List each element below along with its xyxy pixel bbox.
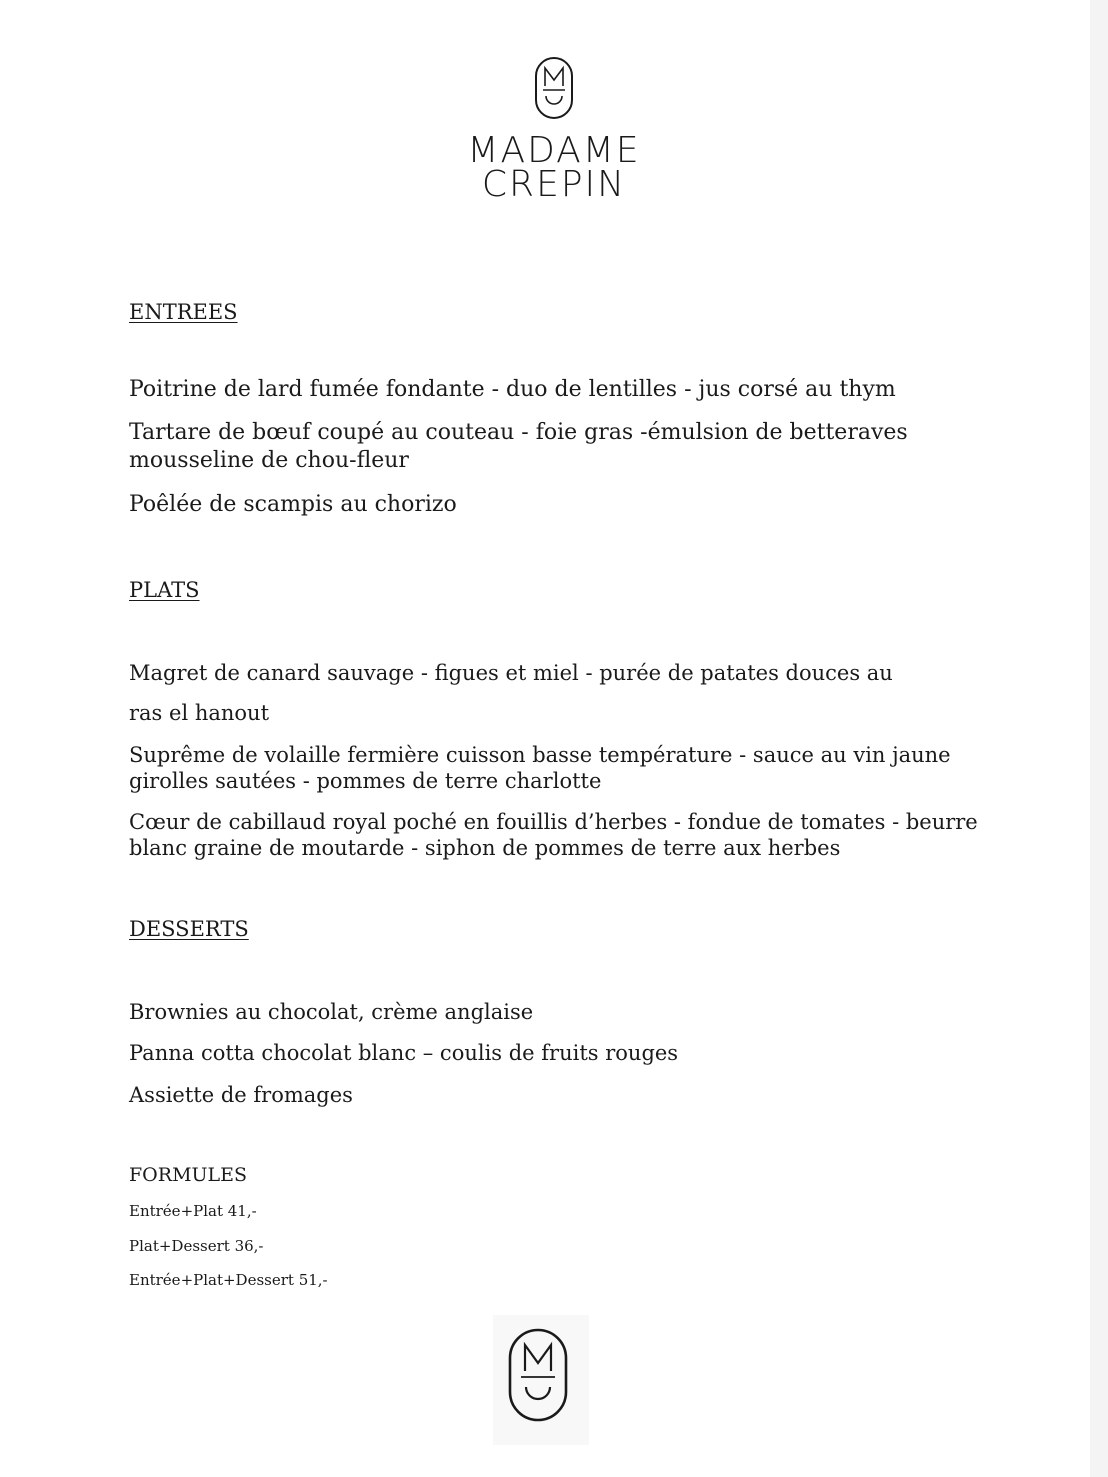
dish-line: girolles sautées - pommes de terre charlotte	[129, 769, 602, 793]
dish-line: Magret de canard sauvage - figues et miel - purée de patates douces au	[129, 661, 893, 685]
dish-item	[129, 999, 533, 1025]
mc-monogram-icon	[507, 1327, 569, 1423]
section-heading-entrees: ENTREES	[129, 300, 238, 324]
dish-item	[129, 1040, 678, 1066]
dish-line: mousseline de chou-fleur	[129, 448, 409, 473]
mc-monogram-icon	[534, 56, 574, 120]
brand-name-line2: CREPIN	[481, 164, 627, 205]
section-heading-plats: PLATS	[129, 578, 200, 602]
section-heading-desserts: DESSERTS	[129, 917, 249, 941]
dish-item	[129, 700, 269, 726]
dish-item	[129, 742, 951, 794]
dish-item	[129, 419, 908, 475]
dish-item	[129, 809, 978, 861]
formule-item: Entrée+Plat+Dessert 51,-	[129, 1271, 328, 1289]
brand-logo	[0, 56, 1108, 205]
dish-line: Suprême de volaille fermière cuisson basse température - sauce au vin jaune	[129, 743, 951, 767]
dish-line: ras el hanout	[129, 701, 270, 725]
formules-heading: FORMULES	[129, 1164, 248, 1186]
dish-line: Poêlée de scampis au chorizo	[129, 492, 457, 517]
dish-line: Assiette de fromages	[129, 1083, 353, 1107]
footer-logo	[493, 1315, 589, 1445]
dish-line: Panna cotta chocolat blanc – coulis de fruits rouges	[129, 1041, 679, 1065]
dish-line: Cœur de cabillaud royal poché en fouillis d’herbes - fondue de tomates - beurre	[129, 810, 978, 834]
dish-item	[129, 376, 896, 404]
dish-line: Brownies au chocolat, crème anglaise	[129, 1000, 534, 1024]
dish-item	[129, 1082, 353, 1108]
dish-item	[129, 491, 457, 519]
formule-item: Entrée+Plat 41,-	[129, 1202, 257, 1220]
page-edge	[1090, 0, 1108, 1477]
dish-item	[129, 660, 893, 686]
brand-name-line1: MADAME	[467, 130, 641, 171]
formule-item: Plat+Dessert 36,-	[129, 1237, 264, 1255]
dish-line: Poitrine de lard fumée fondante - duo de lentilles - jus corsé au thym	[129, 377, 896, 402]
dish-line: blanc graine de moutarde - siphon de pommes de terre aux herbes	[129, 836, 841, 860]
dish-line: Tartare de bœuf coupé au couteau - foie gras -émulsion de betteraves	[129, 420, 908, 445]
